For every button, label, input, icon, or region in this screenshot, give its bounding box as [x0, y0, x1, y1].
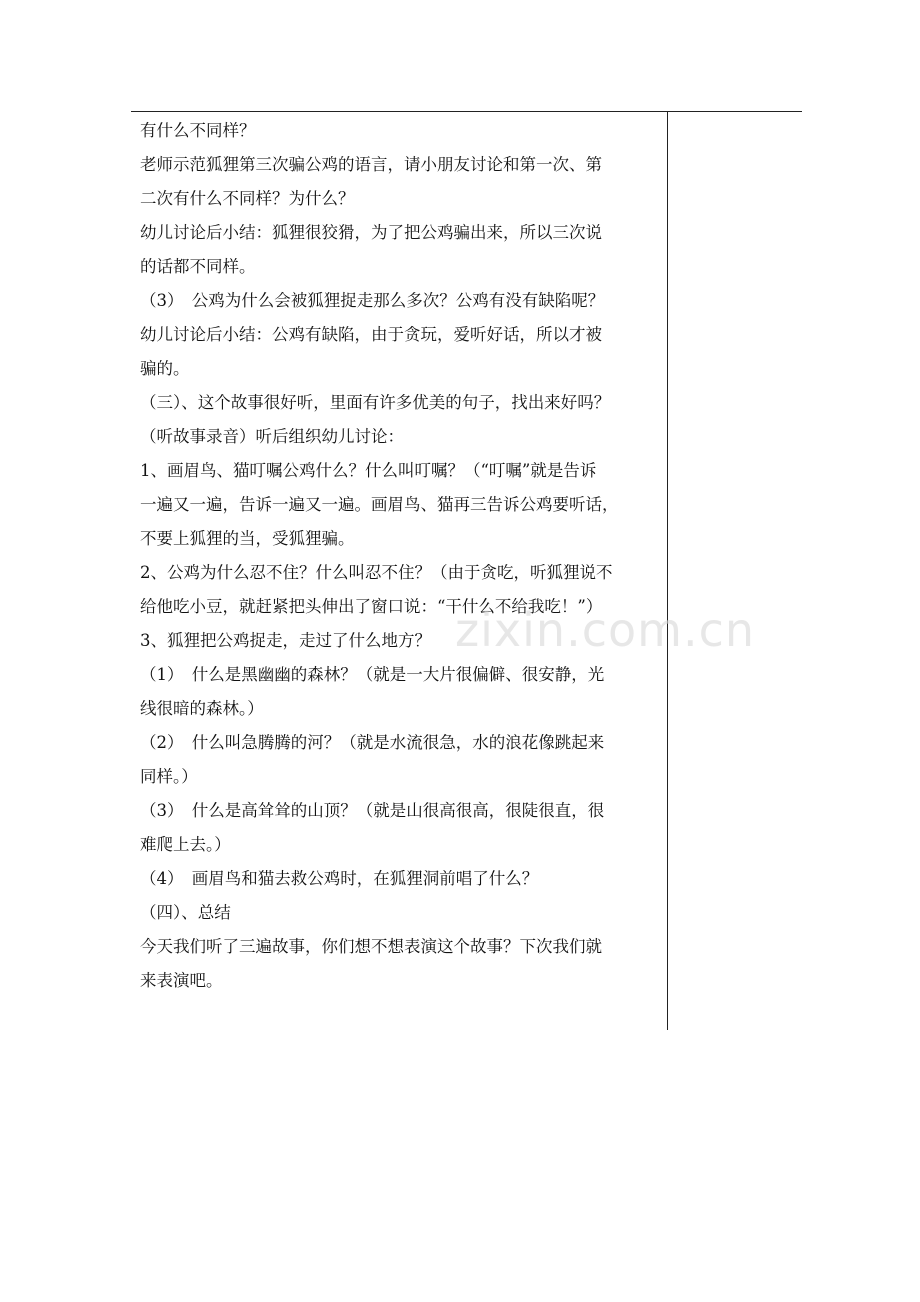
text-line: 的话都不同样。 [140, 257, 256, 276]
text-line: 幼儿讨论后小结：狐狸很狡猾，为了把公鸡骗出来，所以三次说 [140, 223, 602, 242]
text-line: 老师示范狐狸第三次骗公鸡的语言，请小朋友讨论和第一次、第 [140, 155, 602, 174]
text-line: 来表演吧。 [140, 971, 223, 990]
text-line: 二次有什么不同样？为什么？ [140, 189, 355, 208]
text-line: 今天我们听了三遍故事，你们想不想表演这个故事？下次我们就 [140, 937, 602, 956]
text-line: 1、画眉鸟、猫叮嘱公鸡什么？什么叫叮嘱？（“叮嘱”就是告诉 [140, 461, 597, 480]
text-line: （2） 什么叫急腾腾的河？（就是水流很急，水的浪花像跳起来 [140, 733, 605, 752]
text-line: （三）、这个故事很好听，里面有许多优美的句子，找出来好吗？ [140, 393, 611, 412]
text-line: 线很暗的森林。） [140, 699, 264, 718]
watermark: zixin.com.cn [455, 603, 756, 657]
text-line: 难爬上去。） [140, 835, 231, 854]
text-line: 同样。） [140, 767, 198, 786]
text-line: 幼儿讨论后小结：公鸡有缺陷，由于贪玩，爱听好话，所以才被 [140, 325, 602, 344]
text-line: 不要上狐狸的当，受狐狸骗。 [140, 529, 355, 548]
text-line: （3） 什么是高耸耸的山顶？（就是山很高很高，很陡很直，很 [140, 801, 605, 820]
text-line: 3、狐狸把公鸡捉走，走过了什么地方？ [140, 631, 431, 650]
text-line: 给他吃小豆，就赶紧把头伸出了窗口说：“干什么不给我吃！”） [140, 597, 603, 616]
text-line: 骗的。 [140, 359, 190, 378]
text-line: 一遍又一遍，告诉一遍又一遍。画眉鸟、猫再三告诉公鸡要听话， [140, 495, 619, 514]
table-top-border [131, 111, 802, 112]
text-line: 有什么不同样？ [140, 121, 256, 140]
text-line: （听故事录音）听后组织幼儿讨论： [140, 427, 404, 446]
table-column-divider [667, 111, 668, 1030]
text-line: （3） 公鸡为什么会被狐狸捉走那么多次？公鸡有没有缺陷呢？ [140, 291, 605, 310]
text-line: 2、公鸡为什么忍不住？什么叫忍不住？（由于贪吃，听狐狸说不 [140, 563, 613, 582]
text-line: （1） 什么是黑幽幽的森林？（就是一大片很偏僻、很安静，光 [140, 665, 605, 684]
text-line: （四）、总结 [140, 903, 231, 922]
text-line: （4） 画眉鸟和猫去救公鸡时，在狐狸洞前唱了什么？ [140, 869, 539, 888]
